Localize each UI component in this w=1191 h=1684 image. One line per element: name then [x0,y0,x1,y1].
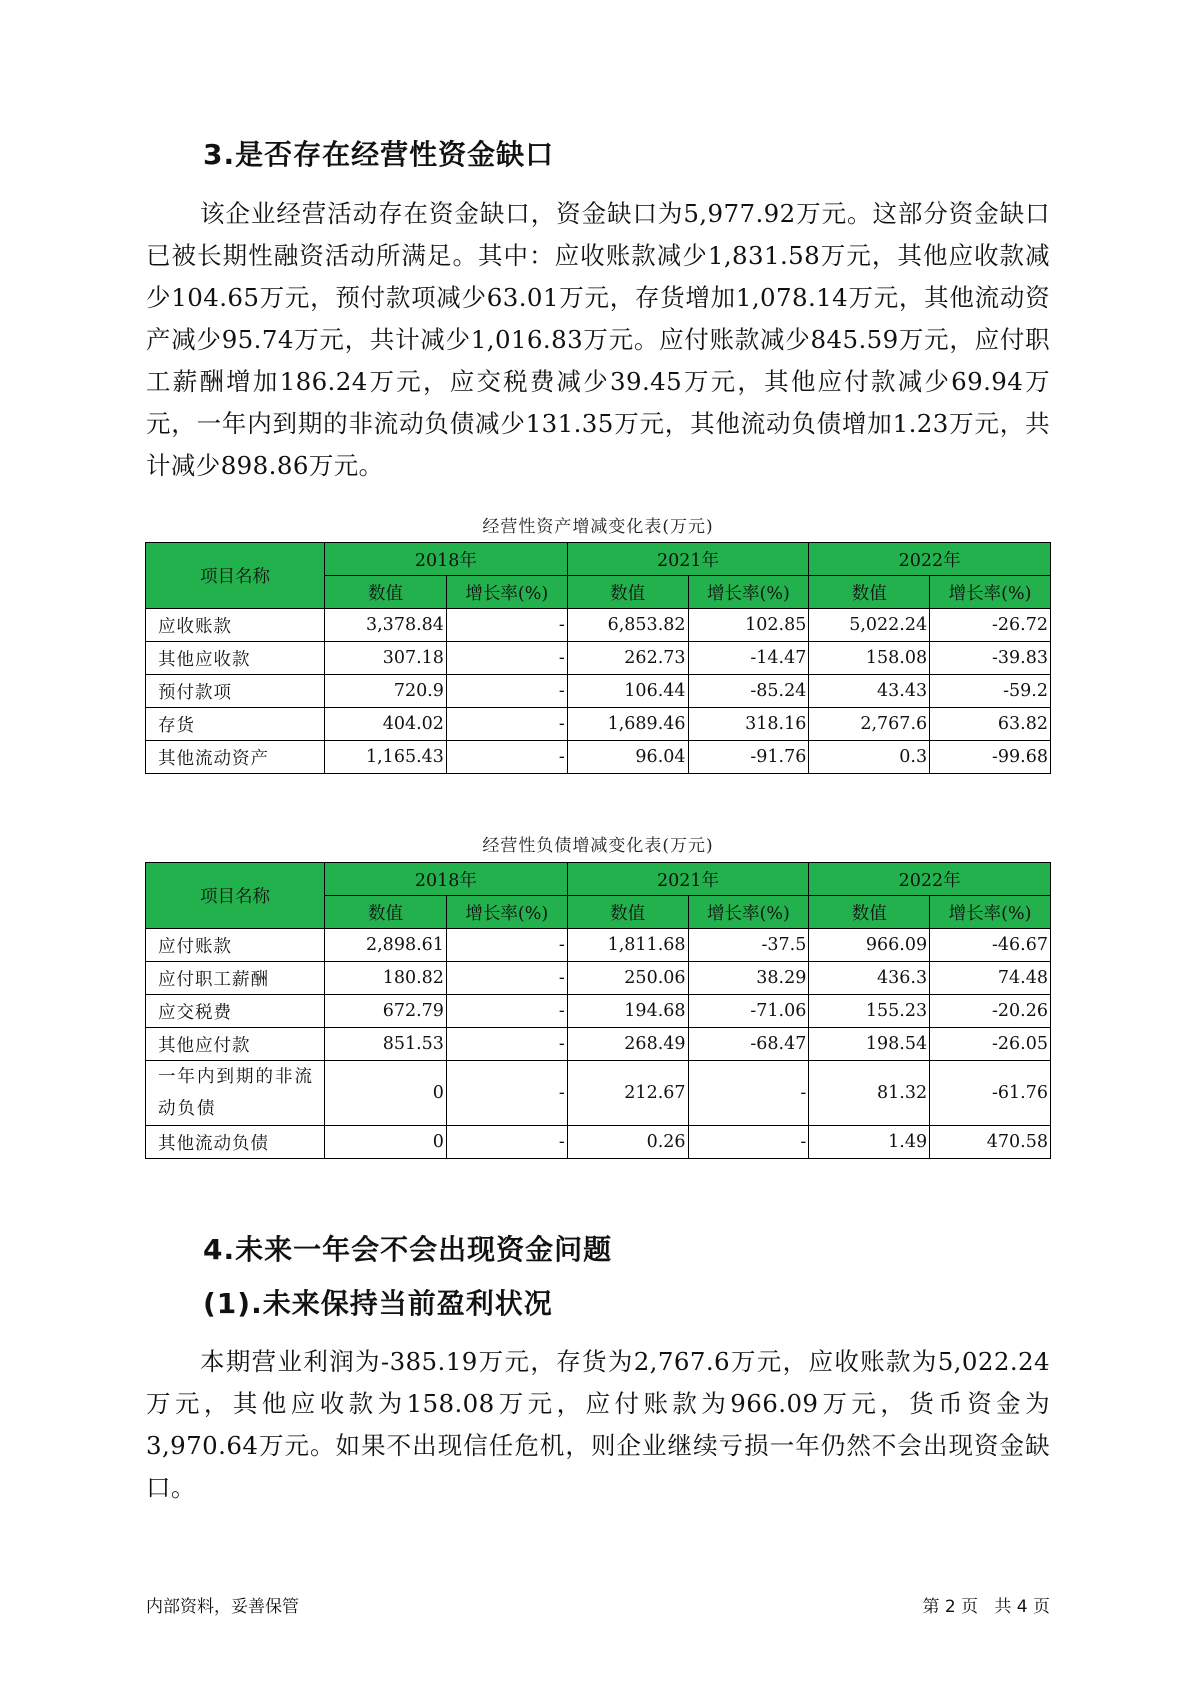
header-year-2022: 2022年 [809,543,1051,576]
table-row [146,1028,1051,1061]
cell-value: 268.49 [567,1028,688,1061]
cell-value: 155.23 [809,995,930,1028]
cell-rate: 38.29 [688,962,809,995]
cell-value: 0.3 [809,741,930,774]
row-name: 存货 [146,708,325,741]
cell-rate: 102.85 [688,609,809,642]
header-rate: 增长率(%) [446,896,567,929]
assets-table-caption: 经营性资产增减变化表(万元) [482,517,714,537]
cell-value: 158.08 [809,642,930,675]
row-name: 应付职工薪酬 [146,962,325,995]
cell-value: 43.43 [809,675,930,708]
header-value: 数值 [567,576,688,609]
cell-rate: -20.26 [930,995,1051,1028]
table-row [146,995,1051,1028]
section-4-subheading: (1).未来保持当前盈利状况 [203,1287,553,1320]
cell-rate: - [446,1028,567,1061]
header-item-name: 项目名称 [146,863,325,929]
cell-rate: - [688,1126,809,1159]
cell-value: 6,853.82 [567,609,688,642]
cell-rate: -59.2 [930,675,1051,708]
cell-rate: 318.16 [688,708,809,741]
cell-rate: -61.76 [930,1061,1051,1126]
section-4-heading: 4.未来一年会不会出现资金问题 [203,1233,613,1266]
cell-rate: - [446,1061,567,1126]
header-value: 数值 [567,896,688,929]
cell-value: 262.73 [567,642,688,675]
cell-value: 1.49 [809,1126,930,1159]
row-name: 应收账款 [146,609,325,642]
cell-value: 1,811.68 [567,929,688,962]
row-name: 预付款项 [146,675,325,708]
cell-value: 250.06 [567,962,688,995]
assets-change-table [145,542,1051,774]
header-rate: 增长率(%) [688,896,809,929]
section-3-paragraph: 该企业经营活动存在资金缺口，资金缺口为5,977.92万元。这部分资金缺口已被长期性融资活动所满足。其中：应收账款减少1,831.58万元，其他应收款减少104.65万元，预付款项减少63.01万元，存货增加1,078.14万元，其他流动资产减少95.74万元，共计减少1,016.83万元。应付账款减少845.59万元，应付职工薪酬增加186.24万元，应交税费减少39.45万元，其他应付款减少69.94万元，一年内到期的非流动负债减少131.35万元，其他流动负债增加1.23万元，共计减少898.86万元。 [146,199,1050,480]
cell-rate: -99.68 [930,741,1051,774]
cell-value: 436.3 [809,962,930,995]
cell-rate: - [446,642,567,675]
table-row [146,609,1051,642]
header-year-2021: 2021年 [567,863,809,896]
cell-rate: - [446,962,567,995]
row-name: 其他流动负债 [146,1126,325,1159]
liabilities-change-table [145,862,1051,1159]
cell-rate: 63.82 [930,708,1051,741]
table-row [146,1126,1051,1159]
header-value: 数值 [809,576,930,609]
header-year-2018: 2018年 [325,863,568,896]
cell-rate: -37.5 [688,929,809,962]
row-name: 应付账款 [146,929,325,962]
row-name: 其他应收款 [146,642,325,675]
section-4-paragraph: 本期营业利润为-385.19万元，存货为2,767.6万元，应收账款为5,022.24万元，其他应收款为158.08万元，应付账款为966.09万元，货币资金为3,970.64万元。如果不出现信任危机，则企业继续亏损一年仍然不会出现资金缺口。 [146,1347,1050,1502]
cell-value: 5,022.24 [809,609,930,642]
cell-value: 198.54 [809,1028,930,1061]
cell-rate: - [446,708,567,741]
cell-value: 0 [325,1126,447,1159]
cell-value: 672.79 [325,995,447,1028]
header-rate: 增长率(%) [446,576,567,609]
cell-value: 2,767.6 [809,708,930,741]
cell-rate: 74.48 [930,962,1051,995]
cell-rate: 470.58 [930,1126,1051,1159]
footer-page-number: 第 2 页 共 4 页 [922,1597,1050,1617]
cell-rate: - [688,1061,809,1126]
table-row [146,929,1051,962]
section-3-heading: 3.是否存在经营性资金缺口 [203,138,555,171]
cell-value: 180.82 [325,962,447,995]
row-name: 其他流动资产 [146,741,325,774]
table-row [146,708,1051,741]
cell-rate: -39.83 [930,642,1051,675]
cell-rate: - [446,1126,567,1159]
cell-rate: -85.24 [688,675,809,708]
header-value: 数值 [809,896,930,929]
cell-value: 720.9 [325,675,447,708]
table-row [146,642,1051,675]
header-value: 数值 [325,896,447,929]
cell-value: 0 [325,1061,447,1126]
header-rate: 增长率(%) [930,896,1051,929]
header-year-2021: 2021年 [567,543,809,576]
table-row [146,962,1051,995]
liabilities-table-caption: 经营性负债增减变化表(万元) [482,836,714,856]
row-name: 一年内到期的非流动负债 [146,1061,325,1126]
cell-value: 106.44 [567,675,688,708]
cell-value: 3,378.84 [325,609,447,642]
header-rate: 增长率(%) [688,576,809,609]
cell-rate: -14.47 [688,642,809,675]
cell-rate: - [446,929,567,962]
cell-value: 1,689.46 [567,708,688,741]
header-item-name: 项目名称 [146,543,325,609]
cell-rate: -68.47 [688,1028,809,1061]
table-row [146,675,1051,708]
header-year-2018: 2018年 [325,543,568,576]
cell-rate: - [446,609,567,642]
cell-value: 194.68 [567,995,688,1028]
cell-value: 81.32 [809,1061,930,1126]
cell-rate: -71.06 [688,995,809,1028]
cell-value: 404.02 [325,708,447,741]
header-year-2022: 2022年 [809,863,1051,896]
table-row [146,741,1051,774]
cell-value: 851.53 [325,1028,447,1061]
cell-value: 1,165.43 [325,741,447,774]
cell-rate: - [446,995,567,1028]
header-value: 数值 [325,576,447,609]
row-name: 应交税费 [146,995,325,1028]
cell-value: 966.09 [809,929,930,962]
footer-confidential-note: 内部资料，妥善保管 [146,1597,299,1617]
cell-rate: -46.67 [930,929,1051,962]
cell-rate: -91.76 [688,741,809,774]
header-rate: 增长率(%) [930,576,1051,609]
cell-value: 212.67 [567,1061,688,1126]
cell-value: 0.26 [567,1126,688,1159]
cell-rate: - [446,675,567,708]
cell-rate: -26.05 [930,1028,1051,1061]
table-row [146,1061,1051,1126]
cell-rate: - [446,741,567,774]
cell-value: 96.04 [567,741,688,774]
cell-rate: -26.72 [930,609,1051,642]
row-name: 其他应付款 [146,1028,325,1061]
cell-value: 307.18 [325,642,447,675]
cell-value: 2,898.61 [325,929,447,962]
